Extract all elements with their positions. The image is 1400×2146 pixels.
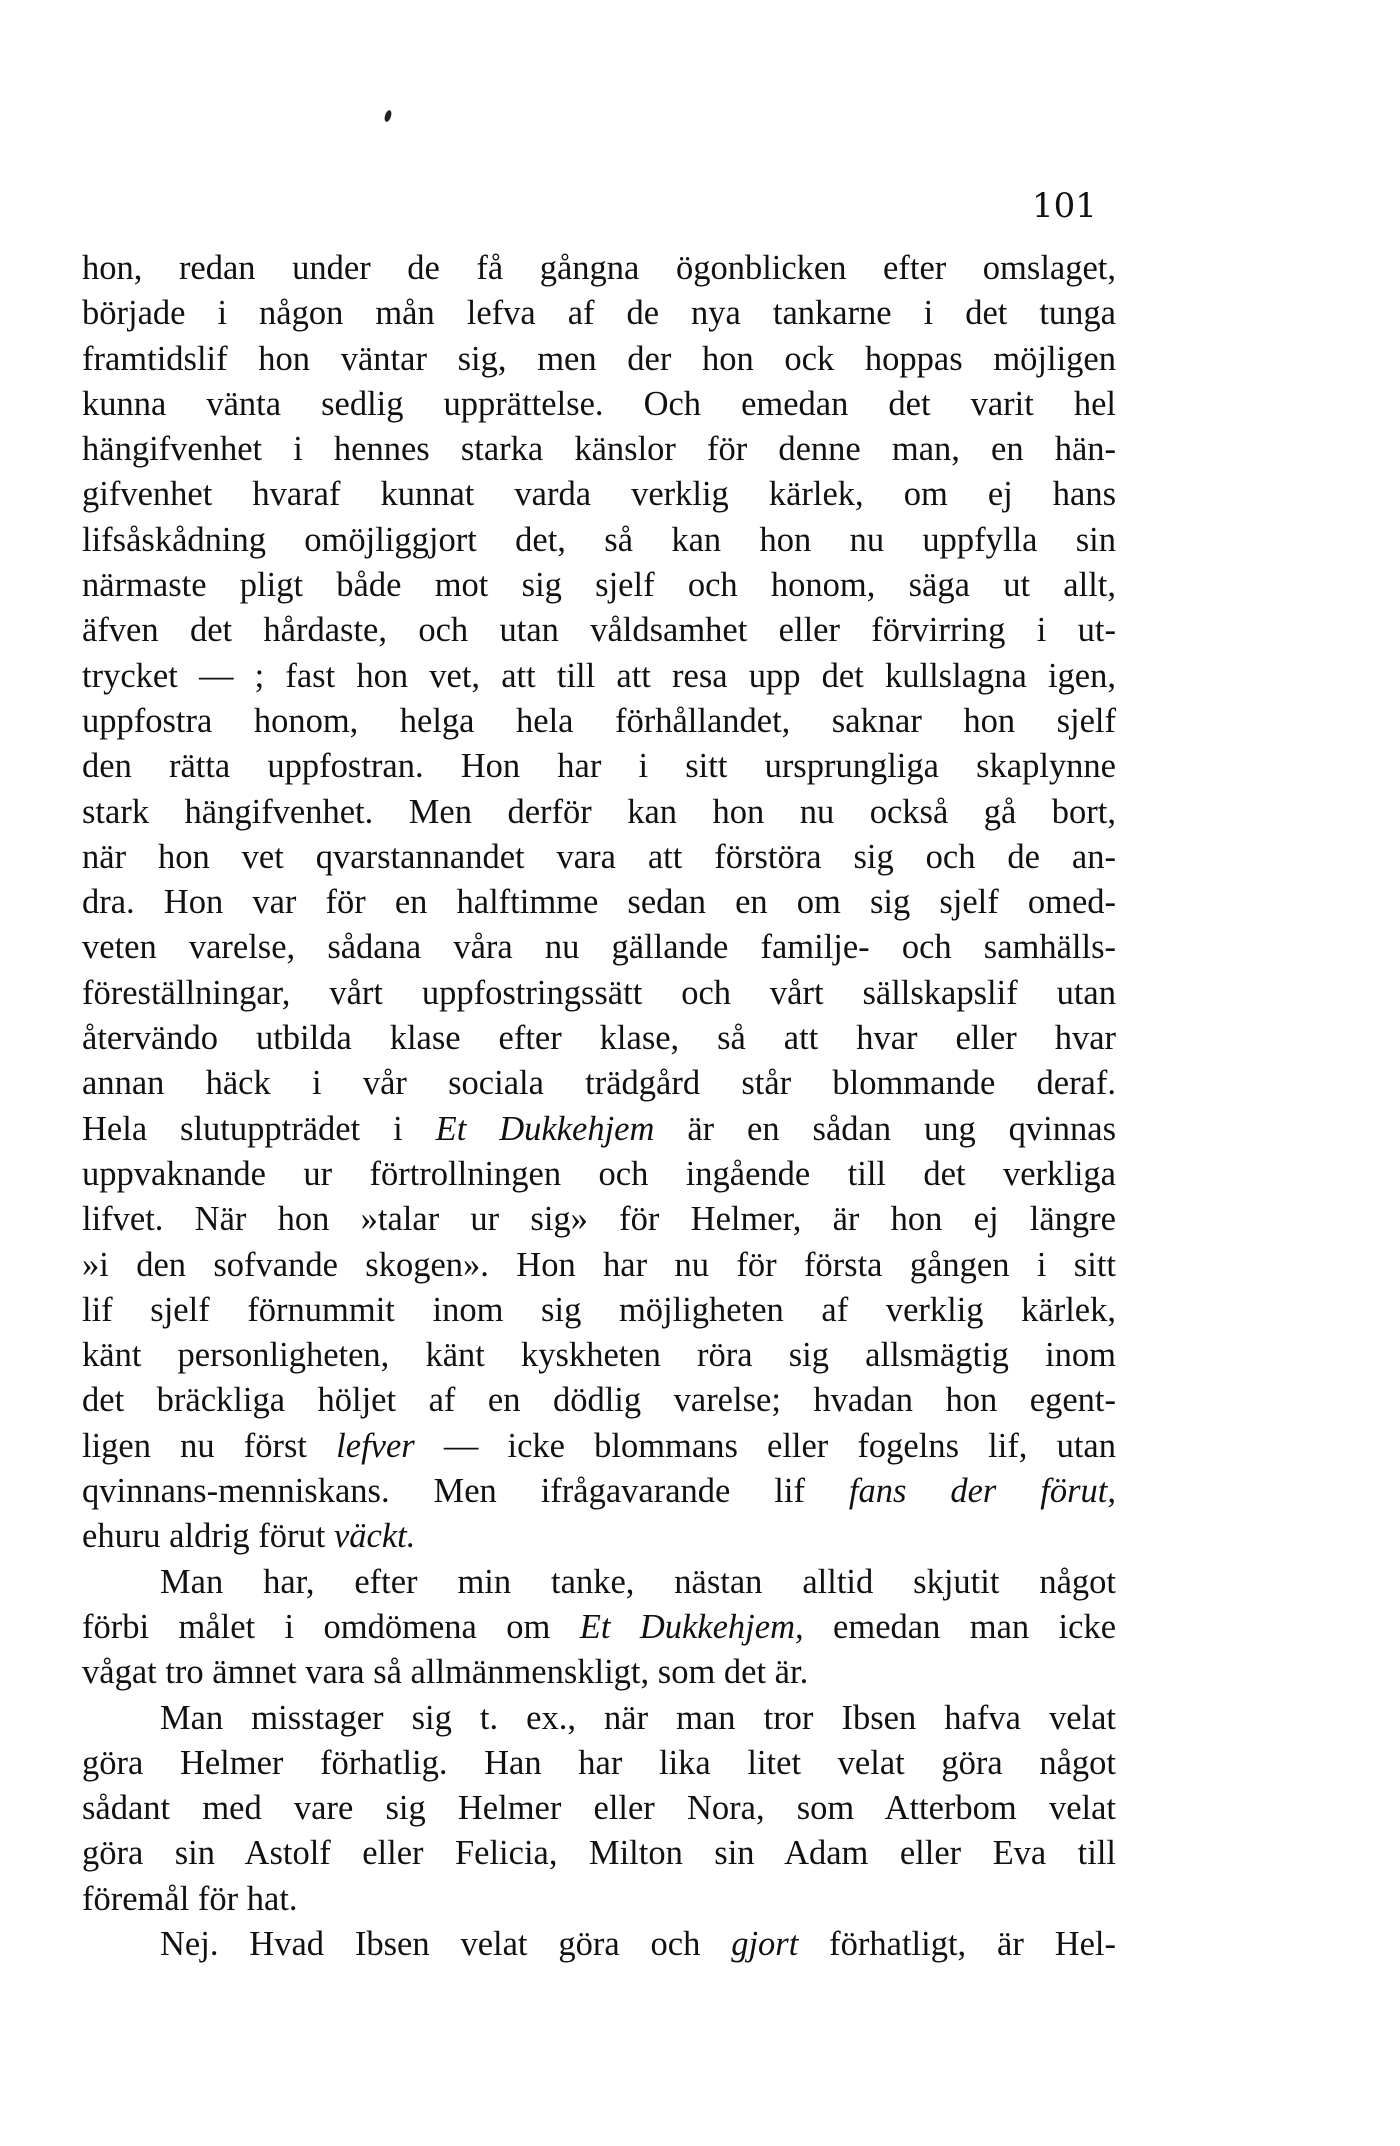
text-segment: Hela slutuppträdet i xyxy=(82,1109,436,1148)
text-line: föreställningar, vårt uppfostringssätt och vårt sällskapslif utan xyxy=(82,973,1116,1012)
text-line: uppvaknande ur förtrollningen och ingående till det verkliga xyxy=(82,1154,1116,1193)
text-segment: ehuru aldrig förut xyxy=(82,1517,334,1556)
text-line: gifvenhet hvaraf kunnat varda verklig kärlek, om ej hans xyxy=(82,475,1116,514)
text-line: Man har, efter min tanke, nästan alltid skjutit något xyxy=(160,1562,1116,1601)
text-line xyxy=(82,1469,1116,1514)
text-line: veten varelse, sådana våra nu gällande familje- och samhälls- xyxy=(82,928,1116,967)
text-line xyxy=(82,1922,1116,1967)
text-segment: Nej. Hvad Ibsen velat göra och xyxy=(160,1924,732,1963)
text-line xyxy=(82,1514,1116,1559)
italic-title: fans der förut, xyxy=(848,1472,1116,1511)
text-line: göra Helmer förhatlig. Han har lika litet velat göra något xyxy=(82,1743,1116,1782)
text-line: sådant med vare sig Helmer eller Nora, som Atterbom velat xyxy=(82,1789,1116,1828)
text-segment: förhatligt, är Hel- xyxy=(798,1924,1116,1963)
text-line: uppfostra honom, helga hela förhållandet, saknar hon sjelf xyxy=(82,701,1116,740)
italic-title: Et Dukkehjem, xyxy=(579,1607,804,1646)
text-line: föremål för hat. xyxy=(82,1879,298,1918)
text-line: Man misstager sig t. ex., när man tror Ibsen hafva velat xyxy=(160,1698,1116,1737)
text-segment: qvinnans-menniskans. Men ifrågavarande lif xyxy=(82,1472,849,1511)
text-line: äfven det hårdaste, och utan våldsamhet eller förvirring i ut- xyxy=(82,611,1116,650)
body-text xyxy=(82,246,1116,1967)
text-line: när hon vet qvarstannandet vara att förstöra sig och de an- xyxy=(82,837,1116,876)
italic-title: väckt. xyxy=(333,1517,416,1556)
text-line: återvändo utbilda klase efter klase, så att hvar eller hvar xyxy=(82,1019,1116,1058)
text-line: dra. Hon var för en halftimme sedan en om sig sjelf omed- xyxy=(82,883,1116,922)
text-line: framtidslif hon väntar sig, men der hon ock hoppas möjligen xyxy=(82,339,1116,378)
text-line: började i någon mån lefva af de nya tankarne i det tunga xyxy=(82,294,1116,333)
text-line: hon, redan under de få gångna ögonblicken efter omslaget, xyxy=(82,249,1116,287)
text-line: trycket — ; fast hon vet, att till att resa upp det kullslagna igen, xyxy=(82,656,1116,695)
text-line: annan häck i vår sociala trädgård står blommande deraf. xyxy=(82,1064,1116,1103)
text-line: »i den sofvande skogen». Hon har nu för första gången i sitt xyxy=(82,1245,1116,1284)
text-line: göra sin Astolf eller Felicia, Milton sin Adam eller Eva till xyxy=(82,1834,1116,1873)
text-segment: är en sådan ung qvinnas xyxy=(654,1109,1117,1148)
text-line: hängifvenhet i hennes starka känslor för denne man, en hän- xyxy=(82,430,1116,469)
italic-title: gjort xyxy=(731,1924,799,1963)
text-segment: — icke blommans eller fogelns lif, utan xyxy=(414,1426,1116,1465)
text-segment: emedan man icke xyxy=(803,1607,1117,1646)
text-line: kunna vänta sedlig upprättelse. Och emedan det varit hel xyxy=(82,384,1116,423)
italic-title: lefver xyxy=(336,1426,415,1465)
text-line: vågat tro ämnet vara så allmänmenskligt, som det är. xyxy=(82,1653,809,1692)
text-line: känt personligheten, känt kyskheten röra sig allsmägtig inom xyxy=(82,1336,1116,1375)
text-line: lif sjelf förnummit inom sig möjligheten af verklig kärlek, xyxy=(82,1290,1116,1329)
text-segment: förbi målet i omdömena om xyxy=(82,1607,580,1646)
text-line xyxy=(82,1605,1116,1650)
italic-title: Et Dukkehjem xyxy=(435,1109,655,1148)
ink-speck xyxy=(383,109,392,122)
text-line: stark hängifvenhet. Men derför kan hon nu också gå bort, xyxy=(82,792,1116,831)
text-line: den rätta uppfostran. Hon har i sitt ursprungliga skaplynne xyxy=(82,747,1116,786)
text-line: det bräckliga höljet af en dödlig varelse; hvadan hon egent- xyxy=(82,1381,1116,1420)
page-number: 101 xyxy=(1032,186,1097,226)
text-line: lifvet. När hon »talar ur sig» för Helmer, är hon ej längre xyxy=(82,1200,1116,1239)
text-segment: ligen nu först xyxy=(82,1426,337,1465)
text-line xyxy=(82,1107,1116,1152)
text-line: närmaste pligt både mot sig sjelf och honom, säga ut allt, xyxy=(82,566,1116,605)
text-line: lifsåskådning omöjliggjort det, så kan hon nu uppfylla sin xyxy=(82,520,1116,559)
text-line xyxy=(82,1424,1116,1469)
